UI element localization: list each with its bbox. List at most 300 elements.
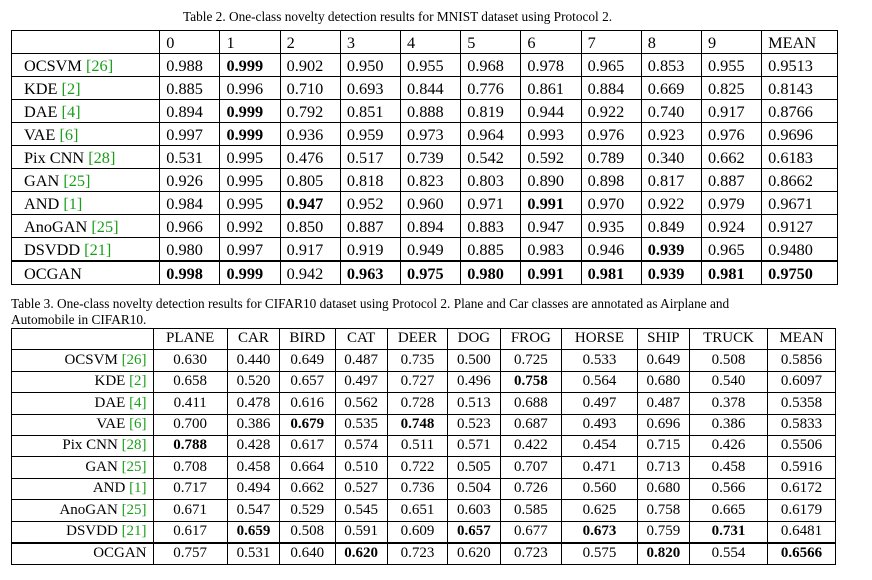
value-cell: 0.517 <box>340 146 400 169</box>
citation-link[interactable]: [28] <box>88 147 116 167</box>
value-cell: 0.965 <box>581 54 641 77</box>
value-cell: 0.844 <box>401 77 461 100</box>
value-cell: 0.970 <box>581 192 641 215</box>
value-cell: 0.585 <box>500 500 562 521</box>
value-cell: 0.669 <box>641 77 701 100</box>
method-name-cell <box>12 54 160 77</box>
column-header: 9 <box>701 31 761 54</box>
value-cell: 0.861 <box>521 77 581 100</box>
method-name: GAN <box>24 170 60 190</box>
value-cell: 0.991 <box>521 192 581 215</box>
value-cell: 0.991 <box>521 261 581 285</box>
value-cell: 0.820 <box>637 543 689 565</box>
value-cell: 0.884 <box>581 77 641 100</box>
value-cell: 0.819 <box>461 100 521 123</box>
value-cell: 0.981 <box>701 261 761 285</box>
value-cell: 0.496 <box>448 371 500 392</box>
column-header: 0 <box>160 31 220 54</box>
value-cell: 0.665 <box>689 500 767 521</box>
column-header: HORSE <box>562 329 638 350</box>
value-cell: 0.592 <box>521 146 581 169</box>
value-cell: 0.673 <box>562 521 638 543</box>
value-cell: 0.955 <box>401 54 461 77</box>
column-header: CAR <box>227 329 279 350</box>
column-header: 5 <box>461 31 521 54</box>
value-cell: 0.497 <box>562 393 638 414</box>
header-corner-cell <box>12 329 154 350</box>
cifar10-results-table <box>11 328 836 565</box>
value-cell: 0.554 <box>689 543 767 565</box>
value-cell: 0.971 <box>461 192 521 215</box>
value-cell: 0.651 <box>387 500 447 521</box>
value-cell: 0.9127 <box>762 215 838 238</box>
value-cell: 0.617 <box>153 521 227 543</box>
value-cell: 0.736 <box>387 478 447 499</box>
method-name: OCSVM <box>24 55 82 75</box>
value-cell: 0.527 <box>335 478 387 499</box>
column-header: SHIP <box>637 329 689 350</box>
value-cell: 0.508 <box>689 350 767 371</box>
value-cell: 0.996 <box>220 77 280 100</box>
citation-link[interactable]: [1] <box>63 193 83 213</box>
table-row <box>12 100 838 123</box>
value-cell: 0.386 <box>689 414 767 435</box>
value-cell: 0.500 <box>448 350 500 371</box>
value-cell: 0.926 <box>160 169 220 192</box>
citation-link[interactable]: [6] <box>129 415 147 432</box>
value-cell: 0.823 <box>401 169 461 192</box>
value-cell: 0.894 <box>401 215 461 238</box>
value-cell: 0.978 <box>521 54 581 77</box>
method-name: AnoGAN <box>59 501 118 518</box>
value-cell: 0.664 <box>280 457 335 478</box>
value-cell: 0.504 <box>448 478 500 499</box>
value-cell: 0.662 <box>280 478 335 499</box>
value-cell: 0.976 <box>701 123 761 146</box>
method-name-cell <box>12 261 160 285</box>
column-header: MEAN <box>767 329 835 350</box>
value-cell: 0.657 <box>280 371 335 392</box>
method-name: OCSVM <box>64 351 118 368</box>
value-cell: 0.658 <box>153 371 227 392</box>
value-cell: 0.529 <box>280 500 335 521</box>
value-cell: 0.818 <box>340 169 400 192</box>
value-cell: 0.789 <box>581 146 641 169</box>
header-row <box>12 31 838 54</box>
value-cell: 0.562 <box>335 393 387 414</box>
value-cell: 0.924 <box>701 215 761 238</box>
value-cell: 0.571 <box>448 435 500 456</box>
value-cell: 0.817 <box>641 169 701 192</box>
value-cell: 0.825 <box>701 77 761 100</box>
column-header: 2 <box>280 31 340 54</box>
value-cell: 0.458 <box>227 457 279 478</box>
value-cell: 0.620 <box>335 543 387 565</box>
value-cell: 0.630 <box>153 350 227 371</box>
value-cell: 0.493 <box>562 414 638 435</box>
method-name: OCGAN <box>24 263 82 283</box>
value-cell: 0.478 <box>227 393 279 414</box>
value-cell: 0.5856 <box>767 350 835 371</box>
value-cell: 0.992 <box>220 215 280 238</box>
value-cell: 0.6481 <box>767 521 835 543</box>
value-cell: 0.963 <box>340 261 400 285</box>
value-cell: 0.759 <box>637 521 689 543</box>
value-cell: 0.426 <box>689 435 767 456</box>
value-cell: 0.942 <box>280 261 340 285</box>
value-cell: 0.508 <box>280 521 335 543</box>
value-cell: 0.966 <box>160 215 220 238</box>
table-row <box>12 350 836 371</box>
method-name: Pix CNN <box>62 437 118 454</box>
value-cell: 0.851 <box>340 100 400 123</box>
method-name: OCGAN <box>93 545 147 562</box>
value-cell: 0.649 <box>280 350 335 371</box>
value-cell: 0.662 <box>701 146 761 169</box>
value-cell: 0.788 <box>153 435 227 456</box>
value-cell: 0.542 <box>461 146 521 169</box>
column-header: 6 <box>521 31 581 54</box>
column-header: 3 <box>340 31 400 54</box>
value-cell: 0.949 <box>401 238 461 262</box>
value-cell: 0.5506 <box>767 435 835 456</box>
table-row <box>12 215 838 238</box>
table-row <box>12 146 838 169</box>
value-cell: 0.917 <box>701 100 761 123</box>
table-row <box>12 521 836 543</box>
value-cell: 0.898 <box>581 169 641 192</box>
table-row <box>12 457 836 478</box>
value-cell: 0.547 <box>227 500 279 521</box>
value-cell: 0.9671 <box>762 192 838 215</box>
value-cell: 0.917 <box>280 238 340 262</box>
value-cell: 0.440 <box>227 350 279 371</box>
value-cell: 0.688 <box>500 393 562 414</box>
value-cell: 0.497 <box>335 371 387 392</box>
value-cell: 0.758 <box>637 500 689 521</box>
value-cell: 0.591 <box>335 521 387 543</box>
method-name: KDE <box>94 373 126 390</box>
value-cell: 0.999 <box>220 54 280 77</box>
table-row <box>12 261 838 285</box>
method-name-cell <box>12 393 154 414</box>
value-cell: 0.997 <box>220 238 280 262</box>
citation-link[interactable]: [2] <box>129 373 147 390</box>
value-cell: 0.776 <box>461 77 521 100</box>
value-cell: 0.740 <box>641 100 701 123</box>
value-cell: 0.792 <box>280 100 340 123</box>
citation-link[interactable]: [2] <box>61 78 81 98</box>
citation-link[interactable]: [6] <box>59 124 79 144</box>
value-cell: 0.649 <box>637 350 689 371</box>
table-row <box>12 435 836 456</box>
value-cell: 0.935 <box>581 215 641 238</box>
citation-link[interactable]: [25] <box>121 501 147 518</box>
value-cell: 0.885 <box>160 77 220 100</box>
value-cell: 0.968 <box>461 54 521 77</box>
value-cell: 0.540 <box>689 371 767 392</box>
method-name: AnoGAN <box>24 216 88 236</box>
value-cell: 0.677 <box>500 521 562 543</box>
value-cell: 0.700 <box>153 414 227 435</box>
value-cell: 0.950 <box>340 54 400 77</box>
value-cell: 0.505 <box>448 457 500 478</box>
citation-link[interactable]: [25] <box>63 170 91 190</box>
citation-link[interactable]: [25] <box>121 458 147 475</box>
method-name: DAE <box>94 394 126 411</box>
table-row <box>12 414 836 435</box>
value-cell: 0.849 <box>641 215 701 238</box>
value-cell: 0.696 <box>637 414 689 435</box>
value-cell: 0.422 <box>500 435 562 456</box>
value-cell: 0.693 <box>340 77 400 100</box>
value-cell: 0.523 <box>448 414 500 435</box>
value-cell: 0.890 <box>521 169 581 192</box>
value-cell: 0.6566 <box>767 543 835 565</box>
citation-link[interactable]: [25] <box>91 216 119 236</box>
value-cell: 0.603 <box>448 500 500 521</box>
value-cell: 0.566 <box>689 478 767 499</box>
table-row <box>12 54 838 77</box>
value-cell: 0.574 <box>335 435 387 456</box>
value-cell: 0.5916 <box>767 457 835 478</box>
value-cell: 0.723 <box>387 543 447 565</box>
column-header: CAT <box>335 329 387 350</box>
value-cell: 0.707 <box>500 457 562 478</box>
value-cell: 0.671 <box>153 500 227 521</box>
value-cell: 0.708 <box>153 457 227 478</box>
value-cell: 0.531 <box>160 146 220 169</box>
value-cell: 0.947 <box>521 215 581 238</box>
method-name-cell <box>12 478 154 499</box>
value-cell: 0.679 <box>280 414 335 435</box>
value-cell: 0.722 <box>387 457 447 478</box>
method-name-cell <box>12 350 154 371</box>
value-cell: 0.657 <box>448 521 500 543</box>
citation-link[interactable]: [26] <box>121 351 147 368</box>
value-cell: 0.758 <box>500 371 562 392</box>
column-header: TRUCK <box>689 329 767 350</box>
value-cell: 0.725 <box>500 350 562 371</box>
value-cell: 0.617 <box>280 435 335 456</box>
value-cell: 0.805 <box>280 169 340 192</box>
method-name: VAE <box>24 124 56 144</box>
value-cell: 0.9480 <box>762 238 838 262</box>
column-header: 7 <box>581 31 641 54</box>
value-cell: 0.888 <box>401 100 461 123</box>
method-name-cell <box>12 215 160 238</box>
value-cell: 0.946 <box>581 238 641 262</box>
table-row <box>12 500 836 521</box>
method-name: DSVDD <box>66 522 118 539</box>
value-cell: 0.976 <box>581 123 641 146</box>
table-row <box>12 371 836 392</box>
table-row <box>12 77 838 100</box>
value-cell: 0.973 <box>401 123 461 146</box>
value-cell: 0.513 <box>448 393 500 414</box>
mnist-results-table <box>11 30 838 285</box>
column-header: DEER <box>387 329 447 350</box>
value-cell: 0.575 <box>562 543 638 565</box>
value-cell: 0.386 <box>227 414 279 435</box>
value-cell: 0.959 <box>340 123 400 146</box>
citation-link[interactable]: [26] <box>86 55 114 75</box>
method-name: AND <box>92 480 126 497</box>
value-cell: 0.922 <box>581 100 641 123</box>
column-header: 8 <box>641 31 701 54</box>
value-cell: 0.564 <box>562 371 638 392</box>
table-row <box>12 192 838 215</box>
table-row <box>12 169 838 192</box>
value-cell: 0.5358 <box>767 393 835 414</box>
value-cell: 0.545 <box>335 500 387 521</box>
method-name-cell <box>12 146 160 169</box>
method-name-cell <box>12 521 154 543</box>
column-header: BIRD <box>280 329 335 350</box>
citation-link[interactable]: [21] <box>84 239 112 259</box>
value-cell: 0.944 <box>521 100 581 123</box>
value-cell: 0.520 <box>227 371 279 392</box>
citation-link[interactable]: [4] <box>61 101 81 121</box>
value-cell: 0.883 <box>461 215 521 238</box>
value-cell: 0.487 <box>637 393 689 414</box>
column-header: DOG <box>448 329 500 350</box>
value-cell: 0.476 <box>280 146 340 169</box>
method-name: KDE <box>24 78 58 98</box>
method-name: AND <box>24 193 60 213</box>
citation-link[interactable]: [21] <box>121 522 147 539</box>
value-cell: 0.8143 <box>762 77 838 100</box>
value-cell: 0.947 <box>280 192 340 215</box>
value-cell: 0.428 <box>227 435 279 456</box>
value-cell: 0.510 <box>335 457 387 478</box>
value-cell: 0.731 <box>689 521 767 543</box>
value-cell: 0.999 <box>220 123 280 146</box>
value-cell: 0.687 <box>500 414 562 435</box>
method-name-cell <box>12 371 154 392</box>
value-cell: 0.531 <box>227 543 279 565</box>
value-cell: 0.378 <box>689 393 767 414</box>
value-cell: 0.9696 <box>762 123 838 146</box>
value-cell: 0.458 <box>689 457 767 478</box>
column-header: 4 <box>401 31 461 54</box>
value-cell: 0.887 <box>701 169 761 192</box>
value-cell: 0.887 <box>340 215 400 238</box>
value-cell: 0.980 <box>160 238 220 262</box>
value-cell: 0.535 <box>335 414 387 435</box>
value-cell: 0.715 <box>637 435 689 456</box>
method-name-cell <box>12 77 160 100</box>
method-name-cell <box>12 100 160 123</box>
value-cell: 0.999 <box>220 261 280 285</box>
value-cell: 0.885 <box>461 238 521 262</box>
value-cell: 0.8766 <box>762 100 838 123</box>
method-name-cell <box>12 414 154 435</box>
value-cell: 0.999 <box>220 100 280 123</box>
value-cell: 0.713 <box>637 457 689 478</box>
value-cell: 0.998 <box>160 261 220 285</box>
value-cell: 0.487 <box>335 350 387 371</box>
method-name-cell <box>12 543 154 565</box>
citation-link[interactable]: [1] <box>129 480 147 497</box>
value-cell: 0.616 <box>280 393 335 414</box>
value-cell: 0.560 <box>562 478 638 499</box>
value-cell: 0.411 <box>153 393 227 414</box>
method-name: DAE <box>24 101 58 121</box>
value-cell: 0.494 <box>227 478 279 499</box>
table-row <box>12 543 836 565</box>
value-cell: 0.995 <box>220 146 280 169</box>
value-cell: 0.9750 <box>762 261 838 285</box>
table3-caption-line1: Table 3. One-class novelty detection results for CIFAR10 dataset using Protocol 2. Plane and Car classes are annotated as Airplane and <box>11 296 730 311</box>
value-cell: 0.609 <box>387 521 447 543</box>
value-cell: 0.659 <box>227 521 279 543</box>
value-cell: 0.640 <box>280 543 335 565</box>
method-name-cell <box>12 435 154 456</box>
value-cell: 0.995 <box>220 192 280 215</box>
method-name-cell <box>12 192 160 215</box>
value-cell: 0.975 <box>401 261 461 285</box>
value-cell: 0.454 <box>562 435 638 456</box>
table-row <box>12 238 838 262</box>
value-cell: 0.919 <box>340 238 400 262</box>
value-cell: 0.8662 <box>762 169 838 192</box>
value-cell: 0.980 <box>461 261 521 285</box>
header-corner-cell <box>12 31 160 54</box>
value-cell: 0.6183 <box>762 146 838 169</box>
value-cell: 0.620 <box>448 543 500 565</box>
value-cell: 0.340 <box>641 146 701 169</box>
method-name-cell <box>12 123 160 146</box>
column-header: MEAN <box>762 31 838 54</box>
value-cell: 0.6179 <box>767 500 835 521</box>
value-cell: 0.471 <box>562 457 638 478</box>
table-row <box>12 393 836 414</box>
citation-link[interactable]: [28] <box>121 437 147 454</box>
value-cell: 0.965 <box>701 238 761 262</box>
value-cell: 0.922 <box>641 192 701 215</box>
header-row <box>12 329 836 350</box>
value-cell: 0.955 <box>701 54 761 77</box>
value-cell: 0.960 <box>401 192 461 215</box>
method-name-cell <box>12 169 160 192</box>
table3-caption-line2: Automobile in CIFAR10. <box>11 312 147 327</box>
column-header: PLANE <box>153 329 227 350</box>
value-cell: 0.988 <box>160 54 220 77</box>
value-cell: 0.981 <box>581 261 641 285</box>
value-cell: 0.995 <box>220 169 280 192</box>
value-cell: 0.923 <box>641 123 701 146</box>
value-cell: 0.979 <box>701 192 761 215</box>
value-cell: 0.5833 <box>767 414 835 435</box>
citation-link[interactable]: [4] <box>129 394 147 411</box>
value-cell: 0.710 <box>280 77 340 100</box>
method-name: DSVDD <box>24 239 81 259</box>
column-header: FROG <box>500 329 562 350</box>
table2-caption: Table 2. One-class novelty detection results for MNIST dataset using Protocol 2. <box>183 9 613 24</box>
value-cell: 0.6097 <box>767 371 835 392</box>
value-cell: 0.533 <box>562 350 638 371</box>
value-cell: 0.939 <box>641 261 701 285</box>
value-cell: 0.748 <box>387 414 447 435</box>
value-cell: 0.853 <box>641 54 701 77</box>
value-cell: 0.997 <box>160 123 220 146</box>
value-cell: 0.757 <box>153 543 227 565</box>
method-name: GAN <box>85 458 118 475</box>
value-cell: 0.803 <box>461 169 521 192</box>
value-cell: 0.727 <box>387 371 447 392</box>
value-cell: 0.723 <box>500 543 562 565</box>
